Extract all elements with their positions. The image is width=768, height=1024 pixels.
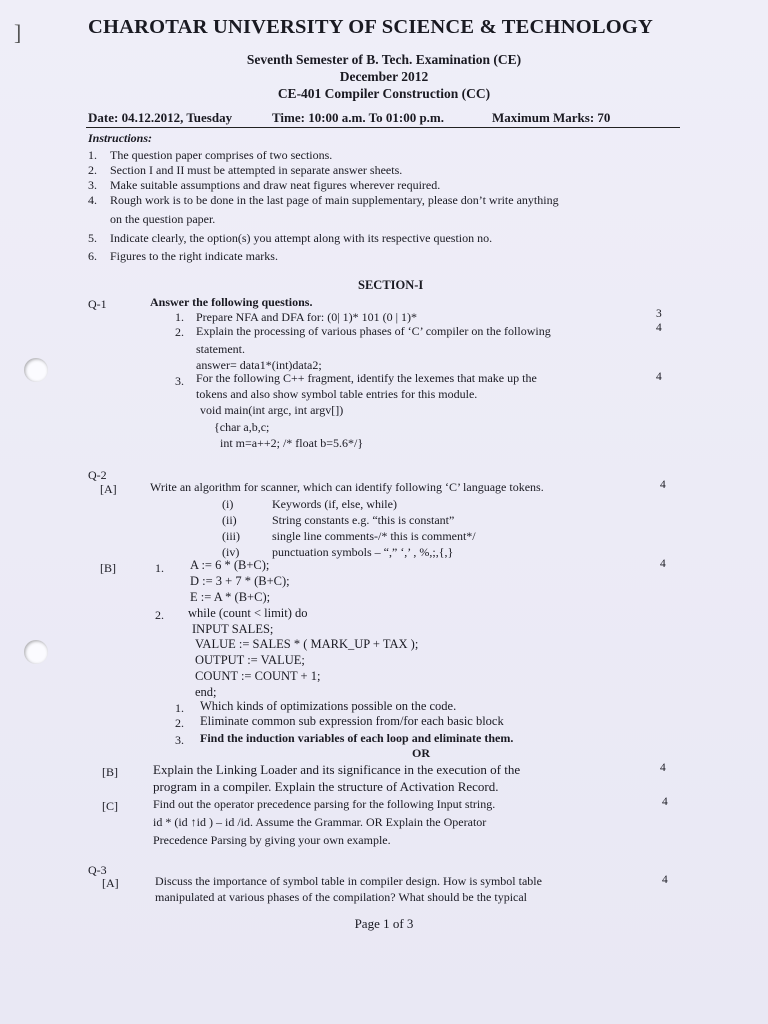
item-text: String constants e.g. “this is constant” [272,513,455,527]
question-label: Q-3 [88,863,107,877]
instruction-text: Figures to the right indicate marks. [110,249,278,263]
exam-date: Date: 04.12.2012, Tuesday [88,110,233,125]
marks: 3 [656,308,662,320]
header-rule [86,127,680,128]
part-text: Find the induction variables of each loop and eliminate them. [200,731,514,745]
subquestion-text: id * (id ↑id ) – id /id. Assume the Grammar. OR Explain the Operator [153,815,487,829]
subquestion-text-cont: Precedence Parsing by giving your own example. [153,833,391,847]
subquestion-text-cont: manipulated at various phases of the compilation? What should be the typical [155,890,528,904]
subquestion-text: Write an algorithm for scanner, which can identify following ‘C’ language tokens. [150,480,544,494]
item-text: single line comments-/* this is comment*/ [272,529,476,543]
item-number: (iii) [222,529,240,543]
marks: 4 [662,874,668,886]
instruction-text: Rough work is to be done in the last page of main supplementary, please don’t write anything [110,193,559,207]
exam-session: December 2012 [339,69,429,84]
instruction-number: 1. [88,148,97,162]
part-number: 1. [175,310,184,324]
part-number: 3. [175,733,184,747]
instructions-heading: Instructions: [88,131,153,145]
subquestion-text: Discuss the importance of symbol table in compiler design. How is symbol table [155,874,542,888]
code-line: INPUT SALES; [192,622,274,636]
item-text: punctuation symbols – “,” ‘,’ , %,;,{,} [272,545,454,559]
part-number: 1. [155,561,164,575]
instruction-text: Indicate clearly, the option(s) you attempt along with its respective question no. [110,231,493,245]
marks: 4 [662,796,668,808]
exam-title: Seventh Semester of B. Tech. Examination (CE) [246,52,522,67]
marks: 4 [660,762,666,774]
part-text: Explain the processing of various phases of ‘C’ compiler on the following [196,324,551,338]
instruction-text: Section I and II must be attempted in separate answer sheets. [110,163,403,177]
instruction-number: 6. [88,249,97,263]
instruction-number: 2. [88,163,97,177]
subquestion-text: Find out the operator precedence parsing for the following Input string. [153,797,496,811]
part-number: 2. [155,608,164,622]
part-text: Prepare NFA and DFA for: (0| 1)* 101 (0 | 1)* [196,310,417,324]
part-text-cont: tokens and also show symbol table entries for this module. [196,387,478,401]
part-text-cont: statement. [196,342,245,356]
code-line: int m=a++2; /* float b=5.6*/} [220,436,364,450]
or-separator: OR [412,746,430,760]
subquestion-tag: [A] [102,876,119,890]
instruction-text: Make suitable assumptions and draw neat figures wherever required. [110,178,441,192]
part-text: Eliminate common sub expression from/for each basic block [200,714,504,728]
instruction-text: The question paper comprises of two sections. [110,148,333,162]
instruction-number: 5. [88,231,97,245]
part-number: 3. [175,374,184,388]
subquestion-tag: [A] [100,482,117,496]
marks: 4 [656,322,662,334]
instruction-number: 4. [88,193,97,207]
instruction-number: 3. [88,178,97,192]
item-number: (i) [222,497,234,511]
section-title: SECTION-I [358,278,424,292]
code-line: {char a,b,c; [214,420,270,434]
punch-hole [24,358,48,382]
margin-mark: ] [14,20,22,45]
question-heading: Answer the following questions. [150,295,313,309]
code-line: E := A * (B+C); [190,590,271,604]
code-line: void main(int argc, int argv[]) [200,403,344,417]
item-number: (iv) [222,545,240,559]
code-line: while (count < limit) do [188,606,308,620]
subquestion-text: Explain the Linking Loader and its significance in the execution of the [153,762,521,777]
code-line: COUNT := COUNT + 1; [195,669,321,683]
code-line: A := 6 * (B+C); [190,558,270,572]
code-line: D := 3 + 7 * (B+C); [190,574,290,588]
code-line: VALUE := SALES * ( MARK_UP + TAX ); [195,637,419,651]
marks: 4 [656,371,662,383]
subquestion-tag: [B] [100,561,116,575]
exam-time: Time: 10:00 a.m. To 01:00 p.m. [272,110,445,125]
question-label: Q-2 [88,468,107,482]
part-text: Which kinds of optimizations possible on the code. [200,699,457,713]
max-marks: Maximum Marks: 70 [492,110,611,125]
punch-hole [24,640,48,664]
university-title: CHAROTAR UNIVERSITY OF SCIENCE & TECHNOLOGY [88,16,654,38]
subquestion-tag: [C] [102,799,118,813]
marks: 4 [660,558,666,570]
subquestion-tag: [B] [102,765,118,779]
course-title: CE-401 Compiler Construction (CC) [277,86,491,101]
code-line: end; [195,685,217,699]
marks: 4 [660,479,666,491]
item-number: (ii) [222,513,237,527]
instruction-text-cont: on the question paper. [110,212,216,226]
part-number: 1. [175,701,184,715]
page-number: Page 1 of 3 [354,916,414,931]
subquestion-text-cont: program in a compiler. Explain the structure of Activation Record. [153,779,499,794]
code-line: answer= data1*(int)data2; [196,358,322,372]
part-text: For the following C++ fragment, identify the lexemes that make up the [196,371,537,385]
question-label: Q-1 [88,297,107,311]
part-number: 2. [175,325,184,339]
code-line: OUTPUT := VALUE; [195,653,305,667]
part-number: 2. [175,716,184,730]
item-text: Keywords (if, else, while) [272,497,397,511]
